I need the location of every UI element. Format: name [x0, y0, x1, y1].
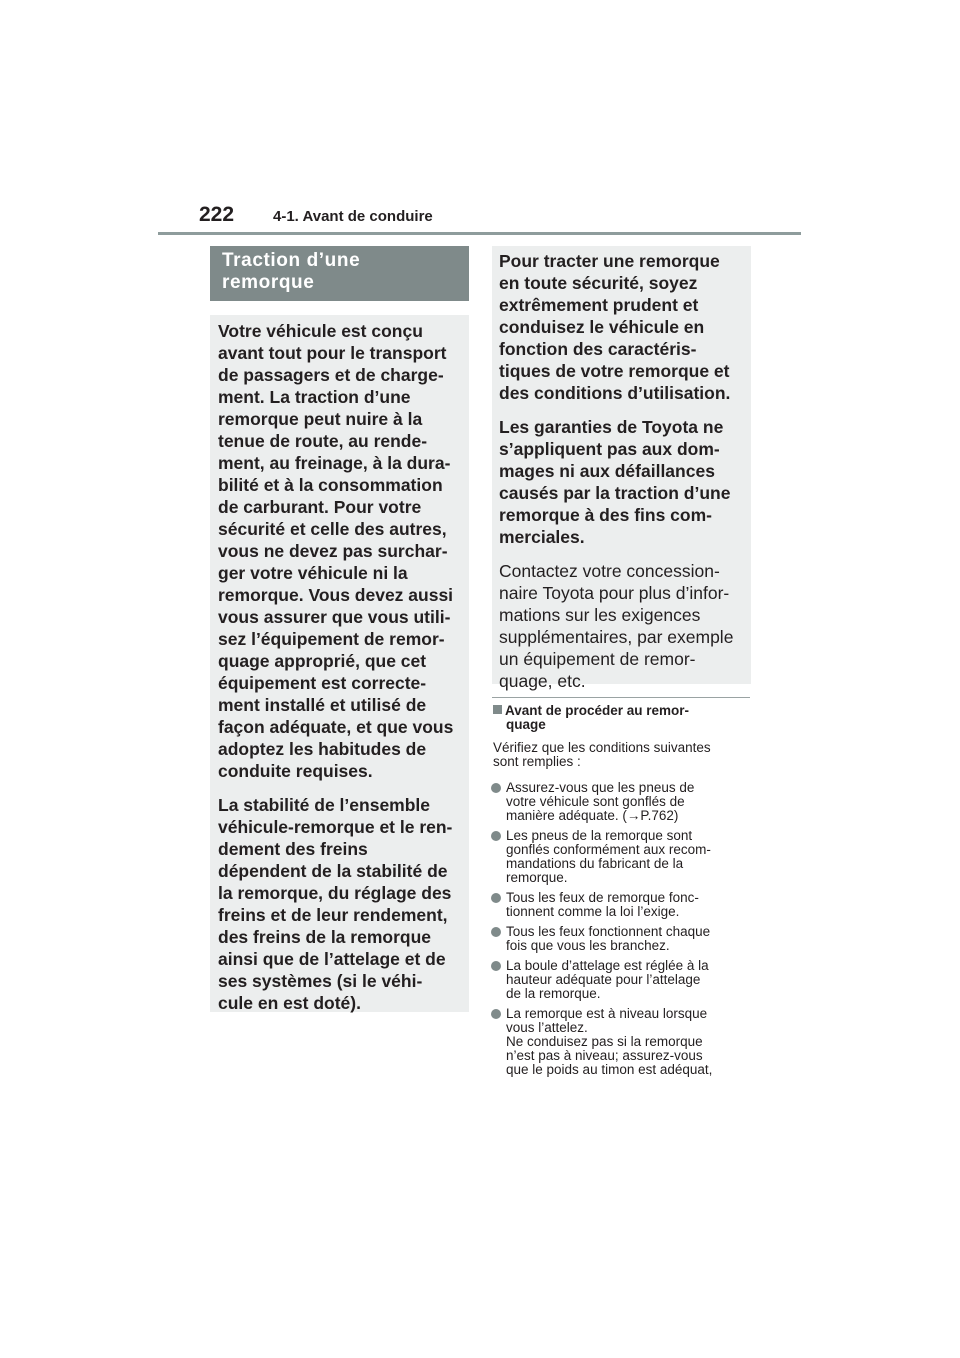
text-line: avant tout pour le transport	[218, 343, 447, 363]
text-line: ger votre véhicule ni la	[218, 563, 408, 583]
list-item-text: La boule d’attelage est réglée à la	[506, 958, 709, 973]
text-line: s’appliquent pas aux dom-	[499, 439, 720, 459]
checklist	[491, 781, 753, 1083]
text-line: façon adéquate, et que vous	[218, 717, 454, 737]
text-line: mages ni aux défaillances	[499, 461, 715, 481]
warning-paragraph	[218, 320, 463, 782]
topic-title-line: Traction d’une	[222, 250, 361, 271]
text-line: ment. La traction d’une	[218, 387, 411, 407]
text-line: adoptez les habitudes de	[218, 739, 427, 759]
text-line: freins et de leur rendement,	[218, 905, 448, 925]
text-line: merciales.	[499, 527, 585, 547]
section-title: 4-1. Avant de conduire	[273, 208, 433, 225]
text-line: Contactez votre concession-	[499, 561, 720, 581]
list-item-text: n’est pas à niveau; assurez-vous	[506, 1048, 703, 1063]
warning-paragraph	[218, 794, 463, 1014]
text-line: Les garanties de Toyota ne	[499, 417, 724, 437]
subsection-divider	[492, 697, 750, 698]
text-line: dement des freins	[218, 839, 368, 859]
list-item-text: Ne conduisez pas si la remorque	[506, 1034, 703, 1049]
text-line: en toute sécurité, soyez	[499, 273, 698, 293]
text-line: mations sur les exigences	[499, 605, 701, 625]
text-line: quage approprié, que cet	[218, 651, 427, 671]
list-item-text: Tous les feux de remorque fonc-	[506, 890, 699, 905]
list-item-text: manière adéquate. (→P.762)	[506, 808, 679, 823]
text-line: vous assurer que vous utili-	[218, 607, 451, 627]
list-item-text: votre véhicule sont gonflés de	[506, 794, 685, 809]
text-line: Pour tracter une remorque	[499, 251, 720, 271]
text-line: tiques de votre remorque et	[499, 361, 730, 381]
list-item	[491, 781, 753, 823]
text-line: ainsi que de l’attelage et de	[218, 949, 446, 969]
text-line: la remorque, du réglage des	[218, 883, 452, 903]
warning-box-right	[492, 246, 751, 691]
list-item-text: remorque.	[506, 870, 568, 885]
list-item-text: gonflés conformément aux recom-	[506, 842, 711, 857]
bullet-icon	[491, 831, 501, 841]
list-item	[491, 959, 753, 1001]
bullet-icon	[491, 961, 501, 971]
square-bullet-icon	[493, 705, 502, 714]
text-line: naire Toyota pour plus d’infor-	[499, 583, 730, 603]
text-line: dépendent de la stabilité de	[218, 861, 448, 881]
list-item-text: Tous les feux fonctionnent chaque	[506, 924, 711, 939]
text-line: équipement est correcte-	[218, 673, 427, 693]
text-line: sécurité et celle des autres,	[218, 519, 447, 539]
subsection-intro	[493, 741, 711, 769]
text-line: extrêmement prudent et	[499, 295, 699, 315]
bullet-icon	[491, 783, 501, 793]
topic-title-box	[210, 246, 469, 301]
text-line: de carburant. Pour votre	[218, 497, 422, 517]
warning-box-left	[210, 315, 469, 1012]
text-line: conduite requises.	[218, 761, 373, 781]
page-number: 222	[199, 203, 235, 226]
list-item-text: tionnent comme la loi l’exige.	[506, 904, 680, 919]
text-line: sez l’équipement de remor-	[218, 629, 445, 649]
list-item	[491, 829, 753, 885]
list-item	[491, 1007, 753, 1077]
topic-title-line: remorque	[222, 272, 315, 293]
list-item-text: que le poids au timon est adéquat,	[506, 1062, 713, 1077]
bullet-icon	[491, 1009, 501, 1019]
text-line: ment installé et utilisé de	[218, 695, 427, 715]
text-line: quage, etc.	[499, 671, 586, 691]
text-line: remorque. Vous devez aussi	[218, 585, 454, 605]
list-item-text: de la remorque.	[506, 986, 601, 1001]
text-line: vous ne devez pas surchar-	[218, 541, 448, 561]
list-item-text: hauteur adéquate pour l’attelage	[506, 972, 701, 987]
list-item-text: vous l’attelez.	[506, 1020, 588, 1035]
bullet-icon	[491, 893, 501, 903]
text-line: de passagers et de charge-	[218, 365, 444, 385]
text-line: cule en est doté).	[218, 993, 361, 1013]
warranty-paragraph	[499, 416, 745, 548]
text-line: bilité et à la consommation	[218, 475, 443, 495]
text-line: des conditions d’utilisation.	[499, 383, 731, 403]
text-line: causés par la traction d’une	[499, 483, 731, 503]
text-line: un équipement de remor-	[499, 649, 696, 669]
list-item-text: Assurez-vous que les pneus de	[506, 780, 695, 795]
text-line: ses systèmes (si le véhi-	[218, 971, 423, 991]
text-line: tenue de route, au rende-	[218, 431, 428, 451]
text-line: Votre véhicule est conçu	[218, 321, 423, 341]
list-item-text: fois que vous les branchez.	[506, 938, 670, 953]
bullet-icon	[491, 927, 501, 937]
list-item-text: Les pneus de la remorque sont	[506, 828, 693, 843]
text-line: ment, au freinage, à la dura-	[218, 453, 451, 473]
list-item-text: mandations du fabricant de la	[506, 856, 684, 871]
text-line: des freins de la remorque	[218, 927, 431, 947]
text-line: Vérifiez que les conditions suivantes	[493, 740, 711, 755]
text-line: sont remplies :	[493, 754, 581, 769]
subsection-heading	[493, 704, 689, 732]
contact-paragraph	[499, 560, 745, 692]
list-item-text: La remorque est à niveau lorsque	[506, 1006, 708, 1021]
text-line: remorque peut nuire à la	[218, 409, 423, 429]
text-line: La stabilité de l’ensemble	[218, 795, 431, 815]
text-line: fonction des caractéris-	[499, 339, 697, 359]
text-line: supplémentaires, par exemple	[499, 627, 734, 647]
subsection-heading-text: quage	[506, 717, 546, 732]
text-line: véhicule-remorque et le ren-	[218, 817, 453, 837]
text-line: conduisez le véhicule en	[499, 317, 705, 337]
subsection-heading-text: Avant de procéder au remor-	[505, 703, 690, 718]
list-item	[491, 925, 753, 953]
warning-paragraph	[499, 250, 745, 404]
header-divider	[158, 232, 801, 235]
list-item	[491, 891, 753, 919]
text-line: remorque à des fins com-	[499, 505, 712, 525]
